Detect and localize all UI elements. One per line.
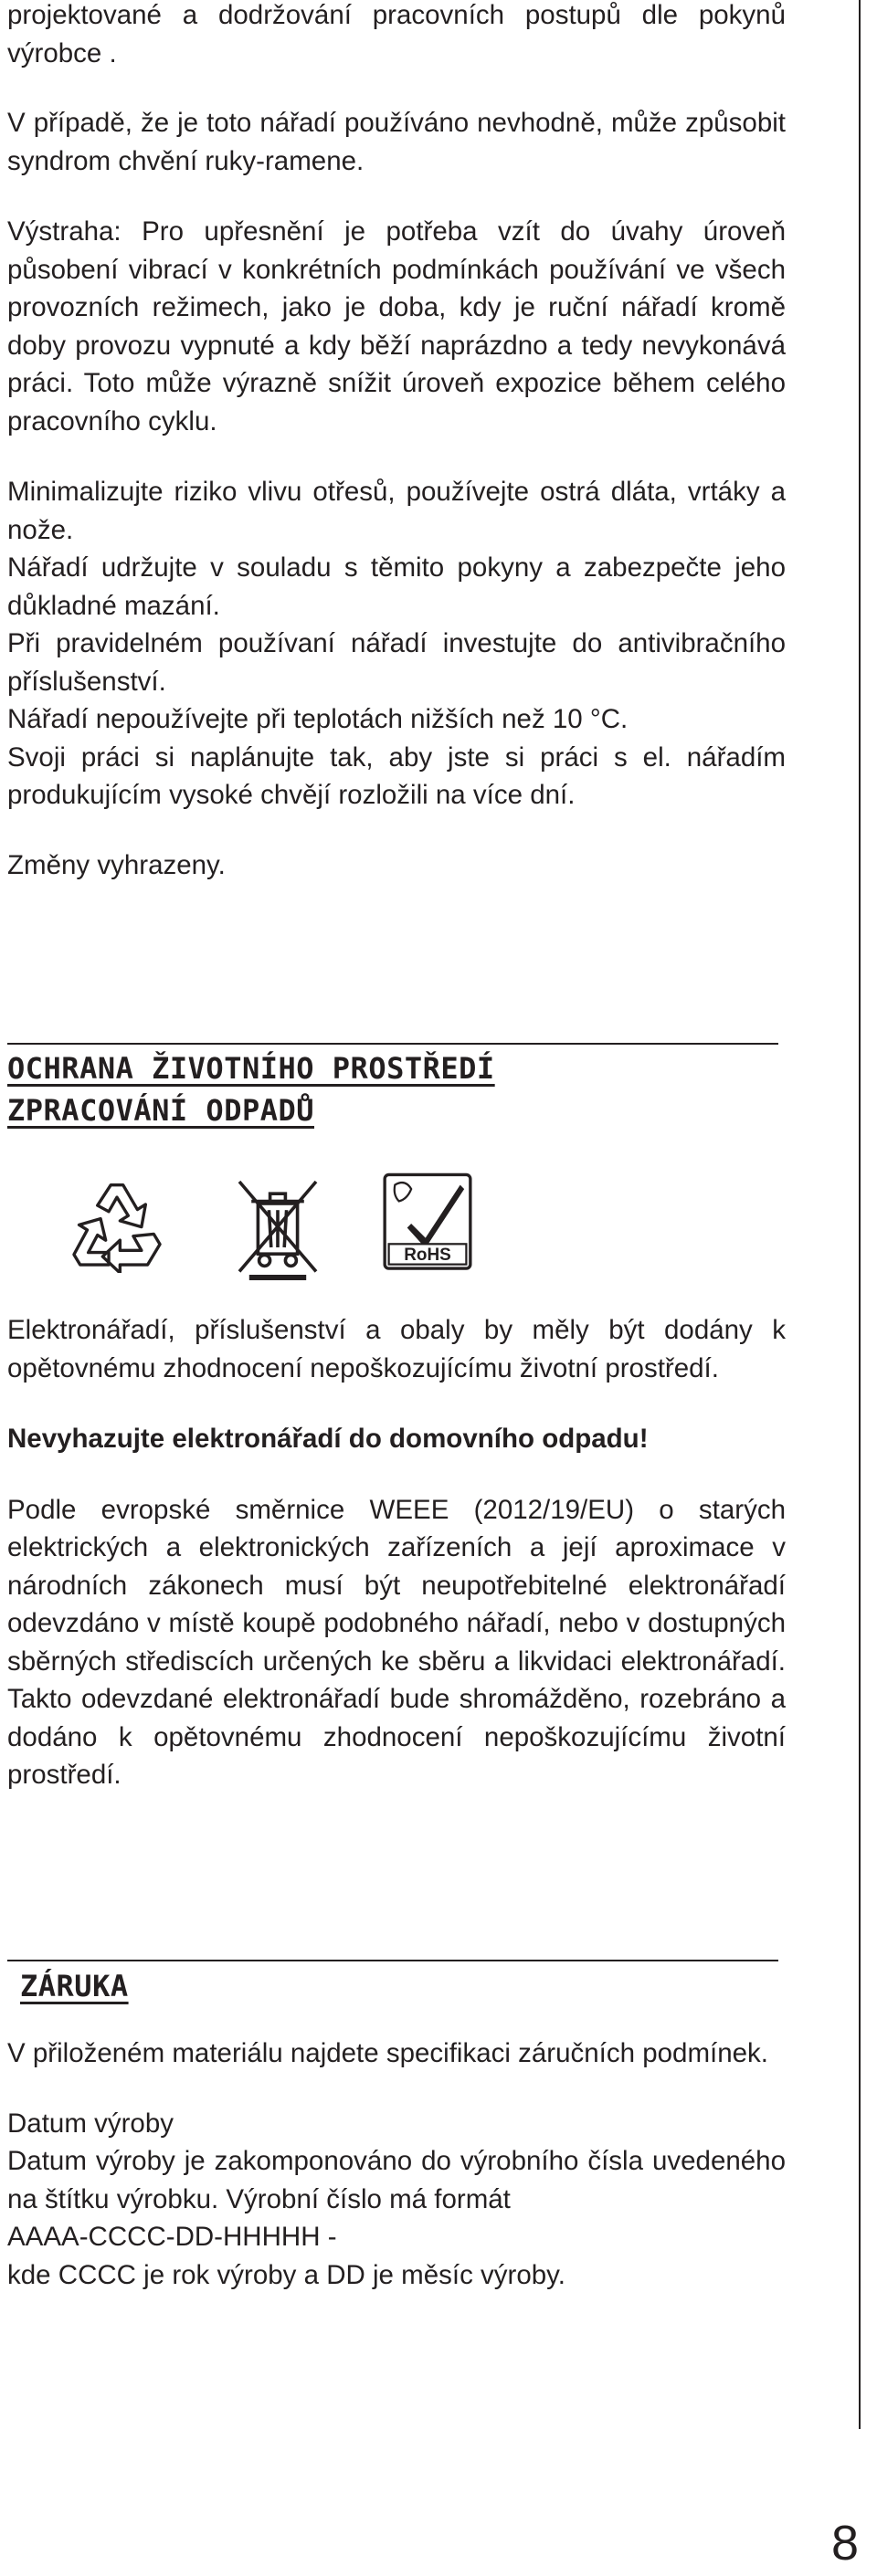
rohs-label: RoHS: [404, 1246, 451, 1266]
intro-section: [7, 0, 786, 884]
section-heading: ZPRACOVÁNÍ ODPADŮ: [7, 1093, 315, 1128]
paragraph: Minimalizujte riziko vlivu otřesů, používejte ostrá dláta, vrtáky a nože.: [7, 477, 786, 545]
paragraph: V případě, že je toto nářadí používáno nevhodně, může způsobit syndrom chvění ruky-ramene.: [7, 108, 786, 176]
paragraph: Nářadí nepoužívejte při teplotách nižších než 10 °C.: [7, 704, 629, 734]
paragraph: Nářadí udržujte v souladu s těmito pokyny a zabezpečte jeho důkladné mazání.: [7, 552, 786, 621]
paragraph: V přiloženém materiálu najdete specifikaci záručních podmínek.: [7, 2038, 768, 2068]
section-heading: ZÁRUKA: [20, 1969, 129, 2003]
paragraph: Svoji práci si naplánujte tak, aby jste si práci s el. nářadím produkujícím vysoké chvějí rozložili na více dní.: [7, 741, 786, 810]
environment-text: [7, 1311, 786, 1794]
disposal-icons: [66, 1171, 523, 1280]
warranty-section: [7, 1965, 786, 2294]
section-divider: [7, 1043, 778, 1045]
right-margin-rule: [859, 0, 861, 2429]
section-divider: [7, 1960, 778, 1961]
paragraph: Elektronářadí, příslušenství a obaly by měly být dodány k opětovnému zhodnocení nepoškozujícímu životní prostředí.: [7, 1315, 786, 1383]
date-label: Datum výroby: [7, 2108, 174, 2139]
paragraph: Změny vyhrazeny.: [7, 849, 226, 880]
rohs-icon: [376, 1171, 479, 1277]
environment-section: [7, 1047, 786, 1131]
page-number: 8: [831, 2516, 860, 2571]
section-heading: OCHRANA ŽIVOTNÍHO PROSTŘEDÍ: [7, 1051, 495, 1086]
paragraph: Výstraha: Pro upřesnění je potřeba vzít do úvahy úroveň působení vibrací v konkrétních podmínkách používání ve všech provozních režimech, jako je doba, kdy je ruční nářadí kromě doby provozu vypnuté a kdy běží naprázdno a tedy nevykonává práci. Toto může výrazně snížit úroveň expozice během celého pracovního cyklu.: [7, 216, 786, 436]
warning-text: Nevyhazujte elektronářadí do domovního odpadu!: [7, 1424, 649, 1454]
paragraph: projektované a dodržování pracovních postupů dle pokynů výrobce .: [7, 0, 786, 68]
weee-crossed-bin-icon: [223, 1171, 333, 1280]
recycle-icon: [66, 1171, 168, 1273]
paragraph: Při pravidelném používaní nářadí investujte do antivibračního příslušenství.: [7, 628, 786, 697]
paragraph: Datum výroby je zakomponováno do výrobního čísla uvedeného na štítku výrobku. Výrobní číslo má formát AAAA-CCCC-DD-HHHHH - kde CCCC je rok výroby a DD je měsíc výroby.: [7, 2146, 786, 2290]
paragraph: Podle evropské směrnice WEEE (2012/19/EU) o starých elektrických a elektronických zařízeních a její aproximace v národních zákonech musí být neupotřebitelné elektronářadí odevzdáno v místě koupě podobného nářadí, nebo v dostupných sběrných střediscích určených ke sběru a likvidaci elektronářadí. Takto odevzdané elektronářadí bude shromážděno, rozebráno a dodáno k opětovnému zhodnocení nepoškozujícímu životní prostředí.: [7, 1494, 786, 1790]
